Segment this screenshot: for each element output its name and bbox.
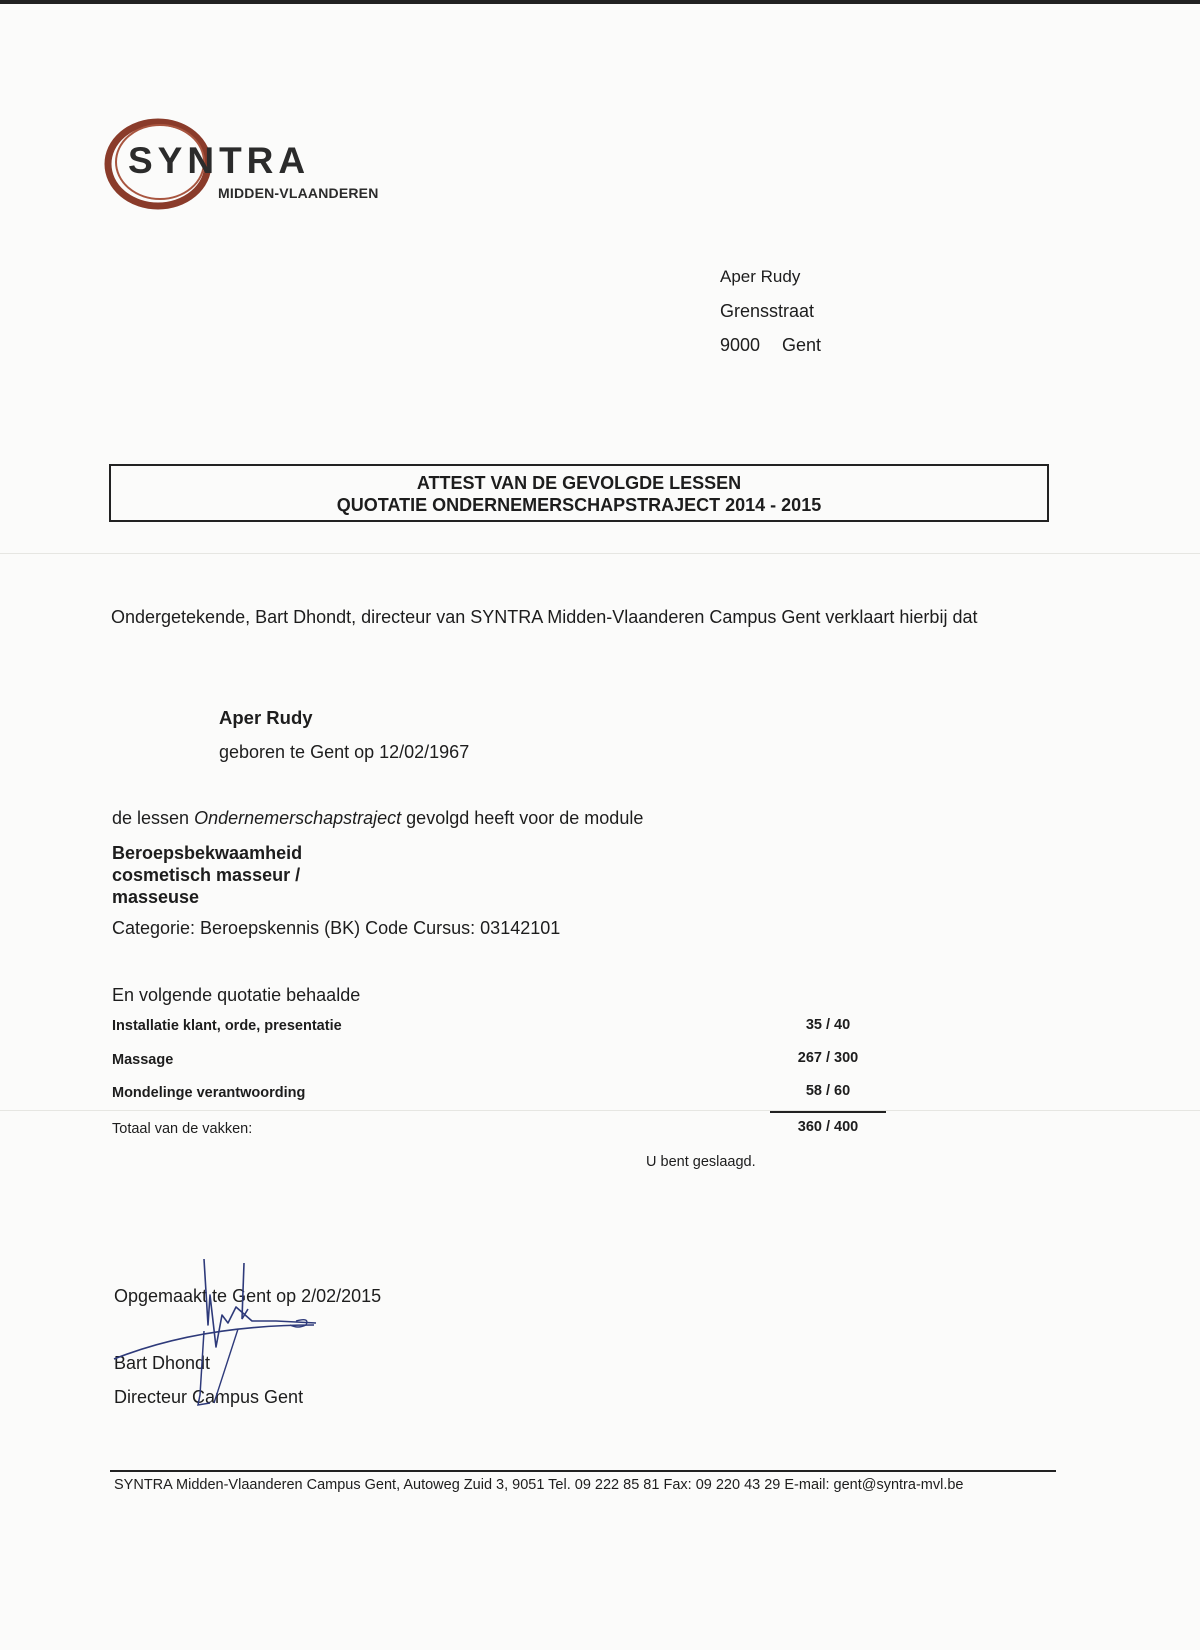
score-value: 267 / 300 bbox=[797, 1050, 859, 1066]
fold-line bbox=[0, 1110, 1200, 1111]
score-label: Installatie klant, orde, presentatie bbox=[112, 1018, 342, 1034]
signer-name: Bart Dhondt bbox=[114, 1353, 211, 1373]
scan-top-edge bbox=[0, 0, 1200, 4]
total-label: Totaal van de vakken: bbox=[112, 1121, 253, 1137]
signer-role: Directeur Campus Gent bbox=[114, 1387, 304, 1407]
title-box bbox=[109, 464, 1049, 522]
handwritten-signature-icon bbox=[110, 1255, 330, 1415]
result-text: U bent geslaagd. bbox=[646, 1154, 756, 1170]
recipient-name: Aper Rudy bbox=[720, 267, 801, 286]
lessons-suffix: gevolgd heeft voor de module bbox=[401, 808, 644, 828]
student-name: Aper Rudy bbox=[219, 707, 313, 728]
recipient-postcode: 9000 bbox=[720, 335, 761, 355]
lessons-sentence bbox=[112, 808, 643, 829]
lessons-emphasis: Ondernemerschapstraject bbox=[194, 808, 402, 828]
birth-info: geboren te Gent op 12/02/1967 bbox=[219, 742, 470, 762]
score-label: Mondelinge verantwoording bbox=[112, 1085, 306, 1101]
course-category: Categorie: Beroepskennis (BK) Code Cursus: 03142101 bbox=[112, 918, 561, 938]
footer-divider bbox=[110, 1470, 1056, 1472]
made-at-date: Opgemaakt te Gent op 2/02/2015 bbox=[114, 1286, 382, 1306]
logo-wordmark: SYNTRA bbox=[128, 140, 311, 181]
title-line-1: ATTEST VAN DE GEVOLGDE LESSEN bbox=[416, 473, 742, 493]
intro-paragraph: Ondergetekende, Bart Dhondt, directeur van SYNTRA Midden-Vlaanderen Campus Gent verklaart hierbij dat bbox=[111, 607, 978, 627]
module-line-1: Beroepsbekwaamheid bbox=[112, 843, 303, 863]
module-name bbox=[112, 842, 412, 908]
module-line-3: masseuse bbox=[112, 887, 200, 907]
score-value: 58 / 60 bbox=[805, 1083, 851, 1099]
total-divider bbox=[770, 1111, 886, 1113]
score-label: Massage bbox=[112, 1052, 174, 1068]
quotation-intro: En volgende quotatie behaalde bbox=[112, 985, 361, 1005]
score-value: 35 / 40 bbox=[805, 1017, 851, 1033]
footer-contact: SYNTRA Midden-Vlaanderen Campus Gent, Autoweg Zuid 3, 9051 Tel. 09 222 85 81 Fax: 09 220 43 29 E-mail: gent@syntra-mvl.be bbox=[114, 1477, 964, 1493]
title-line-2: QUOTATIE ONDERNEMERSCHAPSTRAJECT 2014 - 2015 bbox=[336, 495, 822, 515]
lessons-prefix: de lessen bbox=[112, 808, 195, 828]
total-score: 360 / 400 bbox=[797, 1119, 859, 1135]
fold-line bbox=[0, 553, 1200, 554]
recipient-street: Grensstraat bbox=[720, 301, 815, 321]
recipient-city: Gent bbox=[782, 335, 822, 355]
logo-region: MIDDEN-VLAANDEREN bbox=[218, 185, 379, 201]
module-line-2: cosmetisch masseur / bbox=[112, 865, 301, 885]
